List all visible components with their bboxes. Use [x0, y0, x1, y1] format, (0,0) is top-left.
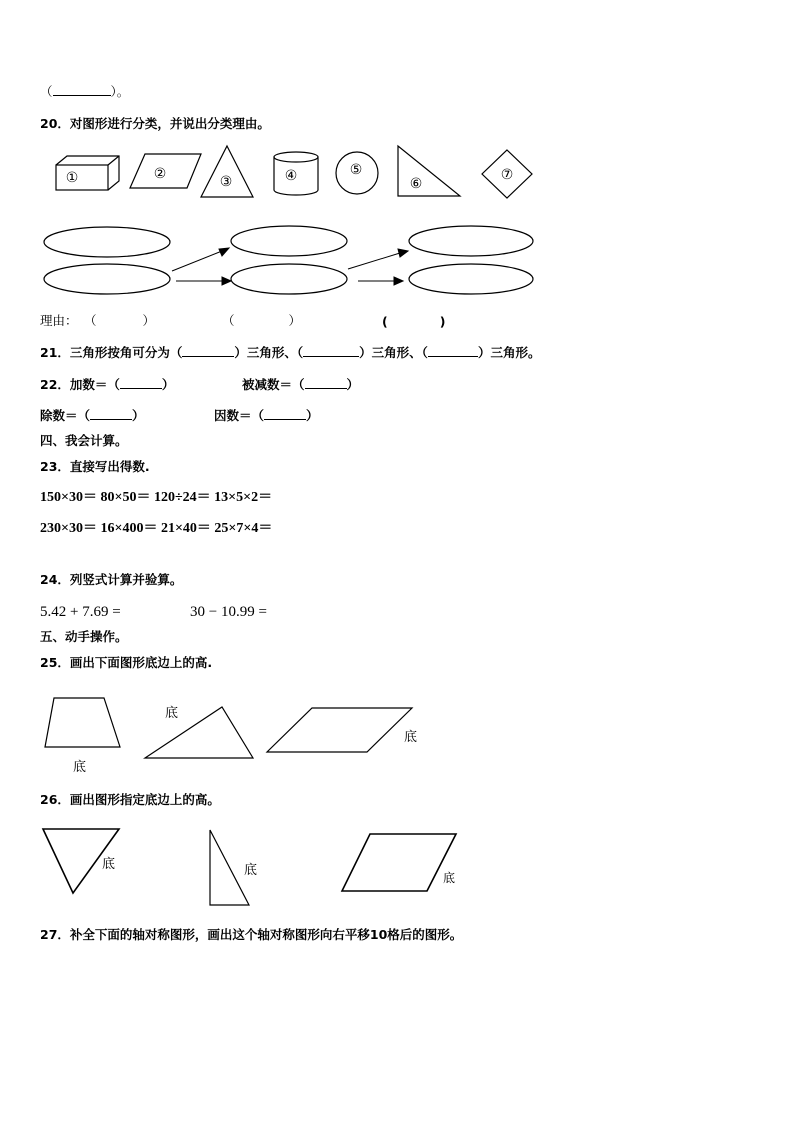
slanted-parallelogram-figure[interactable] [342, 834, 456, 891]
q25-title: 25．画出下面图形底边上的高. [40, 655, 213, 670]
q24-expression-1: 5.42 + 7.69 = [40, 604, 121, 620]
q23-row-1: 150×30＝ 80×50＝ 120÷24＝ 13×5×2＝ [40, 490, 273, 505]
shape-5-label: ⑤ [349, 162, 363, 178]
shape-6-label: ⑥ [409, 176, 423, 192]
parallelogram-base-label: 底 [404, 730, 418, 745]
q26-title: 26．画出图形指定底边上的高。 [40, 792, 220, 807]
q21-question: 21．三角形按角可分为（ ）三角形、（ ）三角形、（ ）三角形。 [40, 345, 541, 360]
shape-4-label: ④ [284, 168, 298, 184]
shape-7-label: ⑦ [500, 167, 514, 183]
shape-1-label: ① [65, 170, 79, 186]
reason-blank-3[interactable]: ( ) [382, 314, 446, 329]
q22-factor: 因数＝（ ） [214, 408, 319, 423]
q27-title: 27．补全下面的轴对称图形，画出这个轴对称图形向右平移10格后的图形。 [40, 927, 463, 942]
slanted-parallelogram-base-label: 底 [443, 871, 456, 885]
q22-addend: 22．加数＝（ ） [40, 377, 175, 392]
q24-title: 24．列竖式计算并验算。 [40, 572, 183, 587]
trapezoid-base-label: 底 [73, 760, 87, 775]
q19-answer-fragment: （ ）。 [40, 84, 130, 99]
q22-minuend: 被减数＝（ ） [242, 377, 360, 392]
shape-3-label: ③ [219, 174, 233, 190]
q23-row-2: 230×30＝ 16×400＝ 21×40＝ 25×7×4＝ [40, 521, 273, 536]
q22-divisor: 除数＝（ ） [40, 408, 145, 423]
shape-2-label: ② [153, 166, 167, 182]
reason-blank-2[interactable]: （ ） [222, 313, 302, 328]
inverted-triangle-base-label: 底 [102, 857, 116, 872]
q24-expression-2: 30 − 10.99 = [190, 604, 267, 620]
triangle-base-label: 底 [165, 706, 179, 721]
q20-title: 20．对图形进行分类，并说出分类理由。 [40, 116, 270, 131]
q20-reason-line: 理由： [40, 313, 78, 328]
right-triangle-base-label: 底 [244, 863, 258, 878]
q23-title: 23．直接写出得数. [40, 459, 150, 474]
section-5-heading: 五、动手操作。 [40, 629, 128, 644]
section-4-heading: 四、我会计算。 [40, 433, 128, 448]
reason-blank-1[interactable]: （ ） [84, 313, 156, 328]
